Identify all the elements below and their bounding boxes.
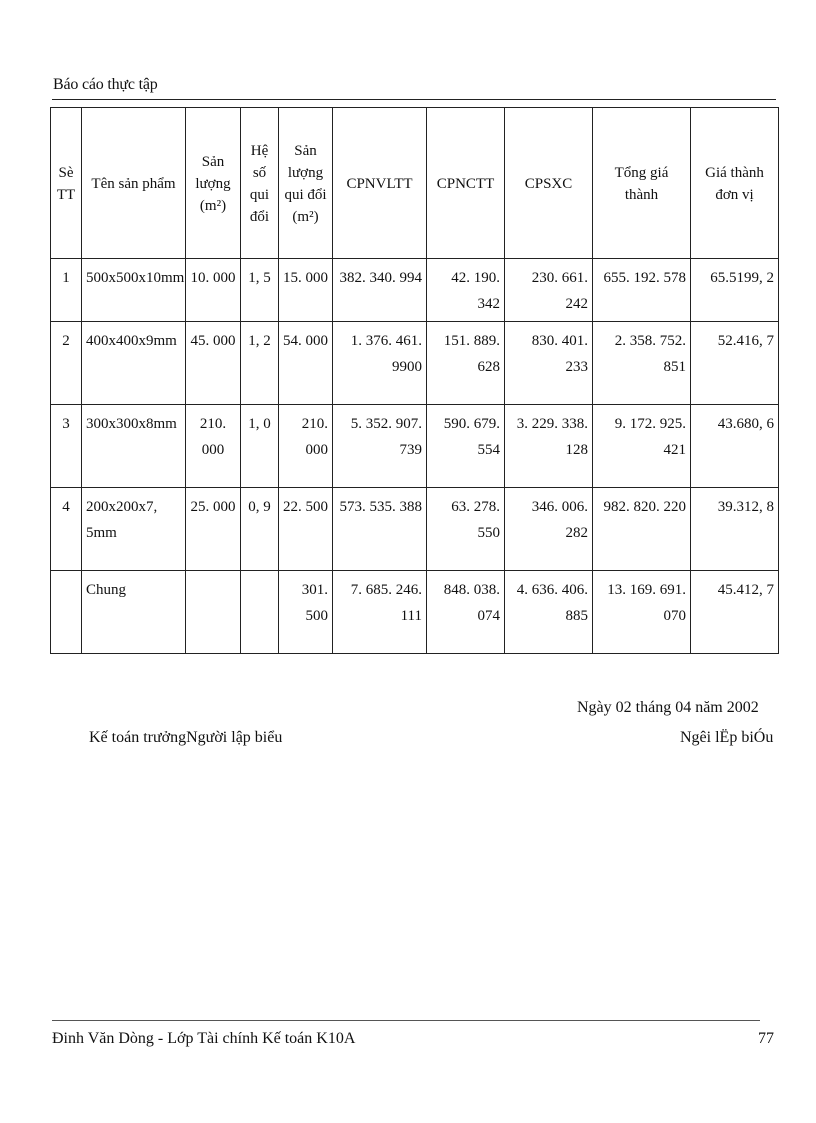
table-header-row [51, 108, 779, 259]
cell-converted-output: 210. 000 [279, 405, 333, 488]
cell-stt [51, 571, 82, 654]
cell-cpsxc: 230. 661. 242 [505, 259, 593, 322]
cell-conversion-factor: 1, 2 [241, 322, 279, 405]
cell-output: 45. 000 [186, 322, 241, 405]
cell-cpnctt: 42. 190. 342 [427, 259, 505, 322]
cell-unit-cost: 52.416, 7 [691, 322, 779, 405]
header-cpsxc: CPSXC [505, 108, 593, 259]
cell-output: 210. 000 [186, 405, 241, 488]
cell-cpnctt: 590. 679. 554 [427, 405, 505, 488]
cell-conversion-factor: 1, 5 [241, 259, 279, 322]
cell-total-cost: 2. 358. 752. 851 [593, 322, 691, 405]
cell-stt: 1 [51, 259, 82, 322]
header-unit-cost: Giá thành đơn vị [691, 108, 779, 259]
cell-total-cost: 13. 169. 691. 070 [593, 571, 691, 654]
header-output: Sản lượng (m²) [186, 108, 241, 259]
cell-cpnvltt: 5. 352. 907. 739 [333, 405, 427, 488]
cell-unit-cost: 39.312, 8 [691, 488, 779, 571]
cell-cpsxc: 346. 006. 282 [505, 488, 593, 571]
cell-stt: 3 [51, 405, 82, 488]
cell-converted-output: 54. 000 [279, 322, 333, 405]
cell-converted-output: 22. 500 [279, 488, 333, 571]
cell-conversion-factor [241, 571, 279, 654]
cost-table [50, 107, 779, 654]
cell-cpnvltt: 7. 685. 246. 111 [333, 571, 427, 654]
cell-output: 25. 000 [186, 488, 241, 571]
cell-stt: 4 [51, 488, 82, 571]
cell-cpnctt: 63. 278. 550 [427, 488, 505, 571]
table-total-row [51, 571, 779, 654]
cell-cpnctt: 848. 038. 074 [427, 571, 505, 654]
header-product-name: Tên sản phẩm [82, 108, 186, 259]
header-stt: Sè TT [51, 108, 82, 259]
cell-converted-output: 15. 000 [279, 259, 333, 322]
header-converted-output: Sản lượng qui đổi (m²) [279, 108, 333, 259]
footer-author: Đinh Văn Dòng - Lớp Tài chính Kế toán K10A [52, 1030, 356, 1047]
cell-output [186, 571, 241, 654]
cell-cpsxc: 830. 401. 233 [505, 322, 593, 405]
signature-left-label: Kế toán trưởngNgười lập biểu [89, 729, 283, 746]
header-cpnvltt: CPNVLTT [333, 108, 427, 259]
table-row [51, 322, 779, 405]
page-number: 77 [758, 1030, 774, 1047]
cell-product-name: 300x300x8mm [82, 405, 186, 488]
header-conversion-factor: Hệ số qui đổi [241, 108, 279, 259]
cell-total-cost: 9. 172. 925. 421 [593, 405, 691, 488]
cell-product-name: 400x400x9mm [82, 322, 186, 405]
cell-total-cost: 655. 192. 578 [593, 259, 691, 322]
cell-converted-output: 301. 500 [279, 571, 333, 654]
cell-cpnvltt: 1. 376. 461. 9900 [333, 322, 427, 405]
table-row [51, 259, 779, 322]
cell-product-name: Chung [82, 571, 186, 654]
cell-total-cost: 982. 820. 220 [593, 488, 691, 571]
header-total-cost: Tổng giá thành [593, 108, 691, 259]
header-cpnctt: CPNCTT [427, 108, 505, 259]
cell-conversion-factor: 1, 0 [241, 405, 279, 488]
header-divider [52, 99, 776, 100]
cell-conversion-factor: 0, 9 [241, 488, 279, 571]
cell-unit-cost: 45.412, 7 [691, 571, 779, 654]
cell-cpnvltt: 573. 535. 388 [333, 488, 427, 571]
cell-output: 10. 000 [186, 259, 241, 322]
cell-cpnvltt: 382. 340. 994 [333, 259, 427, 322]
cell-stt: 2 [51, 322, 82, 405]
report-header-title: Báo cáo thực tập [53, 76, 158, 93]
cell-cpsxc: 3. 229. 338. 128 [505, 405, 593, 488]
cell-unit-cost: 65.5199, 2 [691, 259, 779, 322]
table-row [51, 405, 779, 488]
signature-right-label: Ngêi lËp biÓu [680, 729, 774, 746]
footer-divider [52, 1020, 760, 1021]
report-date: Ngày 02 tháng 04 năm 2002 [577, 699, 759, 716]
cell-cpnctt: 151. 889. 628 [427, 322, 505, 405]
table-row [51, 488, 779, 571]
cell-product-name: 200x200x7, 5mm [82, 488, 186, 571]
cell-product-name: 500x500x10mm [82, 259, 186, 322]
cell-unit-cost: 43.680, 6 [691, 405, 779, 488]
cell-cpsxc: 4. 636. 406. 885 [505, 571, 593, 654]
